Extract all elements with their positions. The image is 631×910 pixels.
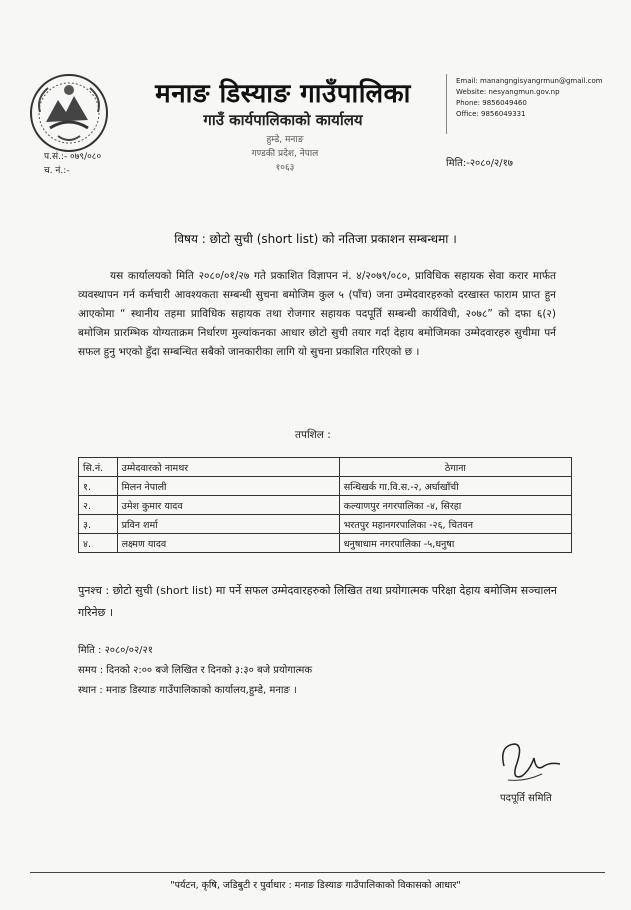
header-divider: [446, 74, 447, 134]
cell-address: सन्धिखर्क गा.वि.स.-२, अर्घाखाँची: [339, 477, 571, 496]
ref-ps: प.सं.:- ०७९/०८०: [44, 152, 102, 162]
postscript-note: पुनश्च : छोटो सुची (short list) मा पर्ने सफल उम्मेदवारहरुको लिखित तथा प्रयोगात्मक परिक्षा देहाय बमोजिम सञ्चालन गरिनेछ ।: [78, 584, 557, 619]
cell-name: मिलन नेपाली: [117, 477, 339, 496]
cell-name: प्रविन शर्मा: [117, 515, 339, 534]
cell-address: कल्याणपुर नगरपालिका -४, सिरहा: [339, 496, 571, 515]
stamp-line-2: गण्डकी प्रदेश, नेपाल: [251, 149, 319, 159]
government-emblem-icon: [28, 72, 110, 154]
footer-motto: "पर्यटन, कृषि, जडिबुटी र पुर्वाधार : मनाङ डिस्याङ गाउँपालिकाको विकासको आधार": [170, 880, 461, 891]
contact-block: [456, 76, 603, 120]
ref-cn: च. नं.:-: [44, 166, 70, 176]
table-row: [79, 515, 572, 534]
details-label: तपशिल :: [295, 429, 331, 441]
cell-address: धनुषाधाम नगरपालिका -५,धनुषा: [339, 534, 571, 553]
reference-numbers: [44, 150, 101, 178]
stamp-line-3: १०६३: [275, 163, 295, 173]
contact-office: Office: 9856049331: [456, 110, 526, 118]
cell-sn: २.: [79, 496, 118, 515]
contact-website: Website: nesyangmun.gov.np: [456, 88, 560, 96]
schedule-date: मिति : २०८०/०२/२१: [78, 645, 153, 656]
table-header-row: [79, 458, 572, 477]
signature-mark: [494, 736, 564, 786]
contact-phone: Phone: 9856049460: [456, 99, 527, 107]
col-header-name: उम्मेदवारको नामथर: [117, 458, 339, 477]
municipality-title: मनाङ डिस्याङ गाउँपालिका: [155, 79, 411, 109]
subject-line: विषय : छोटो सुची (short list) को नतिजा प्रकाशन सम्बन्धमा ।: [174, 232, 457, 246]
contact-email: Email: manangngisyangrmun@gmail.com: [456, 77, 603, 85]
col-header-address: ठेगाना: [339, 458, 571, 477]
cell-sn: १.: [79, 477, 118, 496]
cell-sn: ४.: [79, 534, 118, 553]
table-row: [79, 477, 572, 496]
schedule-place: स्थान : मनाङ डिस्याङ गाउँपालिकाको कार्यालय,हुम्डे, मनाङ ।: [78, 685, 297, 696]
cell-name: लक्ष्मण यादव: [117, 534, 339, 553]
office-subtitle: गाउँ कार्यपालिकाको कार्यालय: [203, 111, 363, 129]
signatory-label: पदपूर्ति समिति: [500, 793, 552, 804]
cell-name: उमेश कुमार यादव: [117, 496, 339, 515]
col-header-sn: सि.नं.: [79, 458, 118, 477]
letter-date: मिति:-२०८०/२/१७: [446, 158, 513, 169]
office-stamp: [230, 122, 340, 178]
cell-address: भरतपुर महानगरपालिका -२६, चितवन: [339, 515, 571, 534]
candidate-table: [78, 457, 572, 553]
table-row: [79, 496, 572, 515]
stamp-line-1: हुम्डे, मनाङ: [266, 135, 304, 145]
table-row: [79, 534, 572, 553]
schedule-time: समय : दिनको २:०० बजे लिखित र दिनको ३:३० बजे प्रयोगात्मक: [78, 665, 313, 676]
exam-schedule: [78, 641, 312, 701]
cell-sn: ३.: [79, 515, 118, 534]
footer-divider: [30, 872, 605, 873]
body-paragraph: यस कार्यालयको मिति २०८०/०१/२७ गते प्रकाशित विज्ञापन नं. ४/२०७९/०८०, प्राविधिक सहायक सेवा करार मार्फत व्यवस्थापन गर्न कर्मचारी आवश्यकता सम्बन्धी सुचना बमोजिम कुल ५ (पाँच) जना उम्मेदवारहरुको दरखास्त फाराम प्राप्त हुन आएकोमा “ स्थानीय तहमा प्राविधिक सहायक तथा रोजगार सहायक पदपूर्ति सम्बन्धी कार्यविधी, २०७८” को दफा ६(२) बमोजिम प्रारम्भिक योग्यताक्रम निर्धारण मुल्यांकनका आधार छोटो सुची तयार गर्दा देहाय बमोजिमका उम्मेदवारहरु सुचीमा पर्न सफल हुनु भएको हुँदा सम्बन्धित सबैको जानकारीका लागि यो सुचना प्रकाशित गरिएको छ ।: [78, 270, 556, 358]
